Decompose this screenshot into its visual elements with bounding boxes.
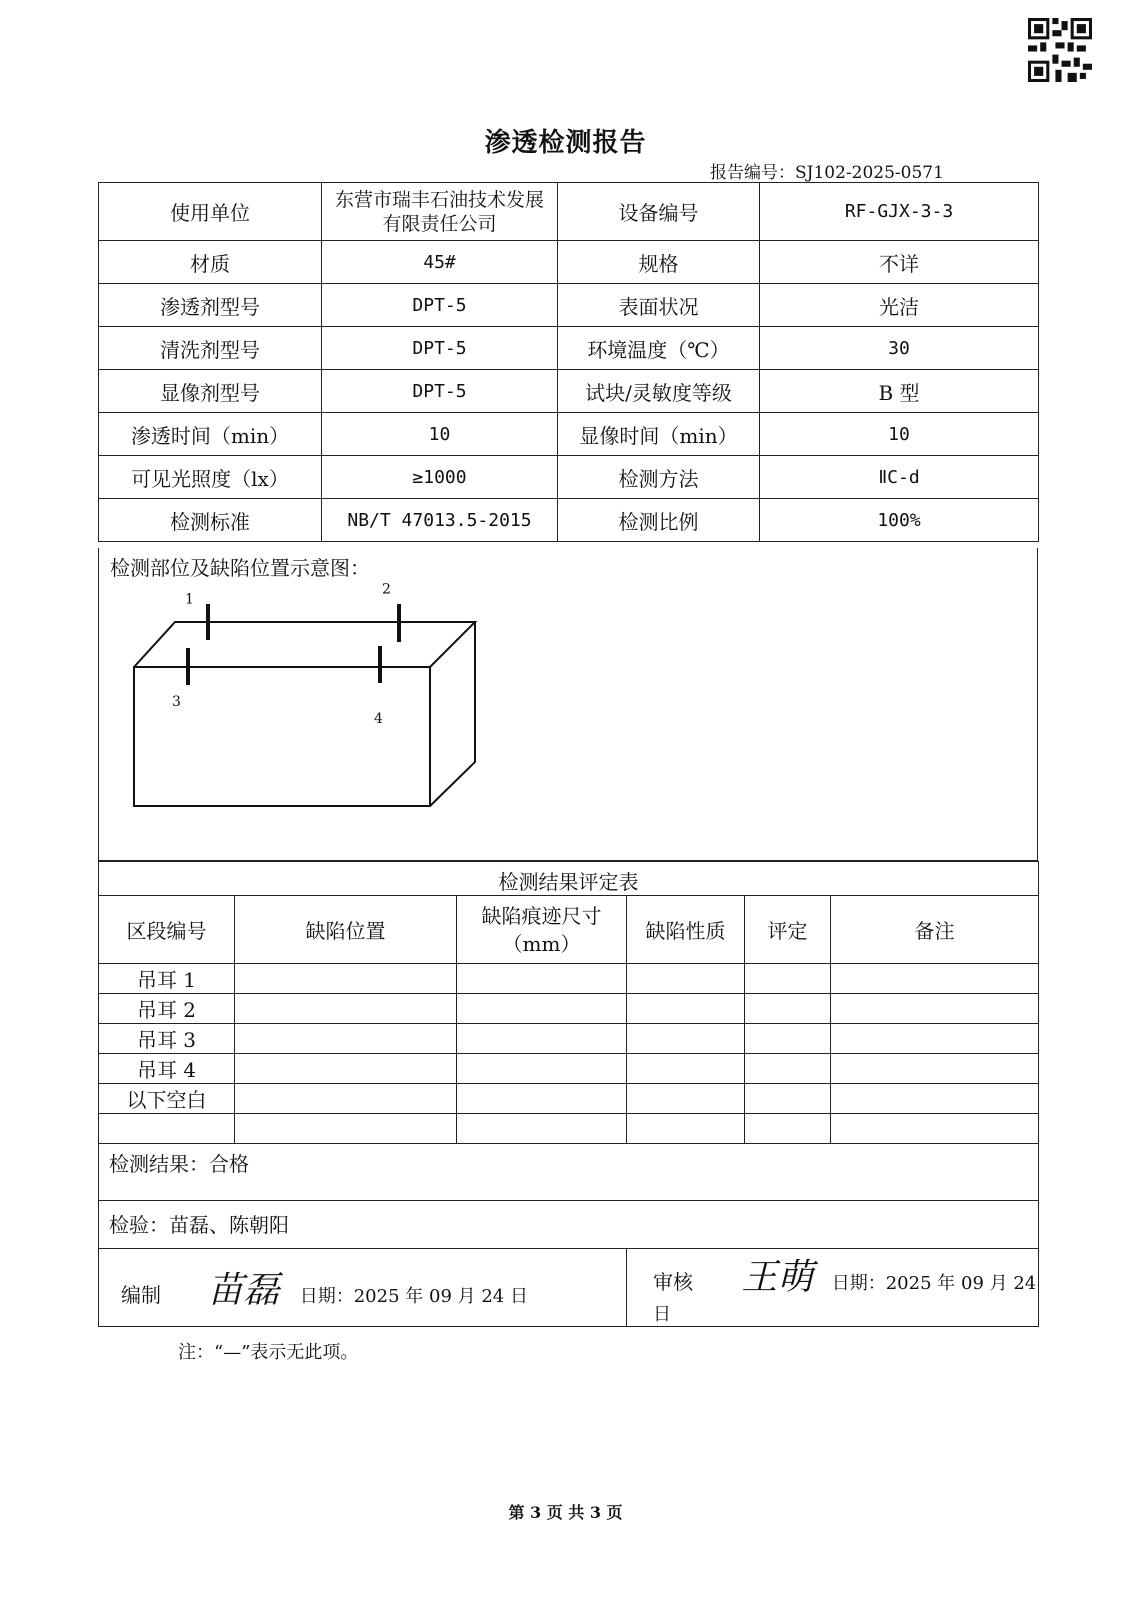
table-cell <box>627 994 745 1024</box>
info-value: 10 <box>322 413 558 456</box>
table-cell <box>235 1084 457 1114</box>
box-front-face <box>134 667 430 806</box>
report-title: 渗透检测报告 <box>484 128 647 158</box>
footnote: 注：“—”表示无此项。 <box>178 1342 359 1363</box>
page-number: 第 3 页 共 3 页 <box>508 1503 623 1522</box>
box-side-face <box>430 622 475 806</box>
table-cell <box>831 994 1039 1024</box>
info-row <box>99 183 1039 241</box>
table-cell <box>235 994 457 1024</box>
table-row <box>99 1114 1039 1144</box>
info-value: ≥1000 <box>322 456 558 499</box>
results-title: 检测结果评定表 <box>99 862 1039 896</box>
table-cell <box>745 1084 831 1114</box>
table-cell <box>457 1114 627 1144</box>
section-cell: 吊耳 1 <box>99 964 235 994</box>
table-cell <box>627 964 745 994</box>
info-row <box>99 456 1039 499</box>
table-cell <box>627 1114 745 1144</box>
signoff-row <box>99 1249 1039 1327</box>
info-row <box>99 499 1039 542</box>
info-value: B 型 <box>760 370 1039 413</box>
info-label: 材质 <box>99 241 322 284</box>
info-value: DPT-5 <box>322 284 558 327</box>
info-label: 显像时间（min） <box>558 413 760 456</box>
table-cell <box>831 1054 1039 1084</box>
table-cell <box>627 1084 745 1114</box>
table-cell <box>457 964 627 994</box>
info-value: 45# <box>322 241 558 284</box>
info-label: 渗透剂型号 <box>99 284 322 327</box>
info-row <box>99 370 1039 413</box>
inspectors: 检验：苗磊、陈朝阳 <box>99 1201 1039 1249</box>
info-row <box>99 284 1039 327</box>
section-cell: 吊耳 2 <box>99 994 235 1024</box>
info-label: 使用单位 <box>99 183 322 241</box>
info-value: ⅡC-d <box>760 456 1039 499</box>
info-row <box>99 241 1039 284</box>
table-cell <box>745 1114 831 1144</box>
table-cell <box>745 994 831 1024</box>
section-cell: 吊耳 3 <box>99 1024 235 1054</box>
table-cell <box>457 1084 627 1114</box>
table-cell <box>457 1024 627 1054</box>
box-top-face <box>134 622 475 667</box>
marker-label-4: 4 <box>374 711 383 727</box>
table-cell <box>457 994 627 1024</box>
info-row <box>99 327 1039 370</box>
header-defect-nature: 缺陷性质 <box>627 896 745 964</box>
table-row <box>99 964 1039 994</box>
table-cell <box>235 964 457 994</box>
info-label: 设备编号 <box>558 183 760 241</box>
section-cell: 吊耳 4 <box>99 1054 235 1084</box>
prepared-label: 编制 <box>121 1283 161 1307</box>
info-row <box>99 413 1039 456</box>
table-row <box>99 994 1039 1024</box>
table-cell <box>745 964 831 994</box>
results-table <box>98 861 1039 1327</box>
prepared-date: 日期：2025 年 09 月 24 日 <box>299 1286 528 1307</box>
info-table <box>98 182 1039 542</box>
info-value: 不详 <box>760 241 1039 284</box>
inspection-conclusion: 检测结果：合格 <box>99 1144 1039 1201</box>
part-sketch <box>120 581 500 820</box>
table-cell <box>745 1024 831 1054</box>
table-cell <box>627 1024 745 1054</box>
section-cell <box>99 1114 235 1144</box>
info-value: 30 <box>760 327 1039 370</box>
header-defect-size: 缺陷痕迹尺寸（mm） <box>457 896 627 964</box>
info-label: 检测比例 <box>558 499 760 542</box>
section-cell: 以下空白 <box>99 1084 235 1114</box>
table-cell <box>831 1114 1039 1144</box>
table-cell <box>235 1054 457 1084</box>
diagram-label: 检测部位及缺陷位置示意图： <box>110 556 370 580</box>
table-row <box>99 1024 1039 1054</box>
info-value: RF-GJX-3-3 <box>760 183 1039 241</box>
report-number: 报告编号：SJ102-2025-0571 <box>710 163 944 183</box>
review-signature: 王萌 <box>741 1257 814 1298</box>
table-row <box>99 1054 1039 1084</box>
results-header <box>99 896 1039 964</box>
info-value: 东营市瑞丰石油技术发展有限责任公司 <box>322 183 558 241</box>
marker-label-3: 3 <box>172 694 181 710</box>
header-evaluation: 评定 <box>745 896 831 964</box>
review-label: 审核 <box>653 1270 693 1294</box>
info-value: 100% <box>760 499 1039 542</box>
info-label: 检测方法 <box>558 456 760 499</box>
marker-label-2: 2 <box>382 581 391 598</box>
table-cell <box>235 1024 457 1054</box>
table-row <box>99 1084 1039 1114</box>
table-cell <box>627 1054 745 1084</box>
info-label: 试块/灵敏度等级 <box>558 370 760 413</box>
marker-label-1: 1 <box>185 591 194 608</box>
info-label: 检测标准 <box>99 499 322 542</box>
info-value: 10 <box>760 413 1039 456</box>
info-value: NB/T 47013.5-2015 <box>322 499 558 542</box>
info-value: DPT-5 <box>322 327 558 370</box>
review-date: 日期：2025 年 09 月 24 日 <box>653 1273 1037 1325</box>
table-cell <box>235 1114 457 1144</box>
info-label: 环境温度（℃） <box>558 327 760 370</box>
info-value: 光洁 <box>760 284 1039 327</box>
info-label: 显像剂型号 <box>99 370 322 413</box>
table-cell <box>745 1054 831 1084</box>
table-cell <box>831 1084 1039 1114</box>
info-label: 表面状况 <box>558 284 760 327</box>
info-label: 规格 <box>558 241 760 284</box>
info-value: DPT-5 <box>322 370 558 413</box>
info-label: 渗透时间（min） <box>99 413 322 456</box>
info-label: 可见光照度（lx） <box>99 456 322 499</box>
header-section: 区段编号 <box>99 896 235 964</box>
header-remark: 备注 <box>831 896 1039 964</box>
prepared-signature: 苗磊 <box>207 1270 280 1311</box>
table-cell <box>457 1054 627 1084</box>
table-cell <box>831 964 1039 994</box>
qr-code <box>1028 18 1092 82</box>
header-defect-location: 缺陷位置 <box>235 896 457 964</box>
table-cell <box>831 1024 1039 1054</box>
info-label: 清洗剂型号 <box>99 327 322 370</box>
